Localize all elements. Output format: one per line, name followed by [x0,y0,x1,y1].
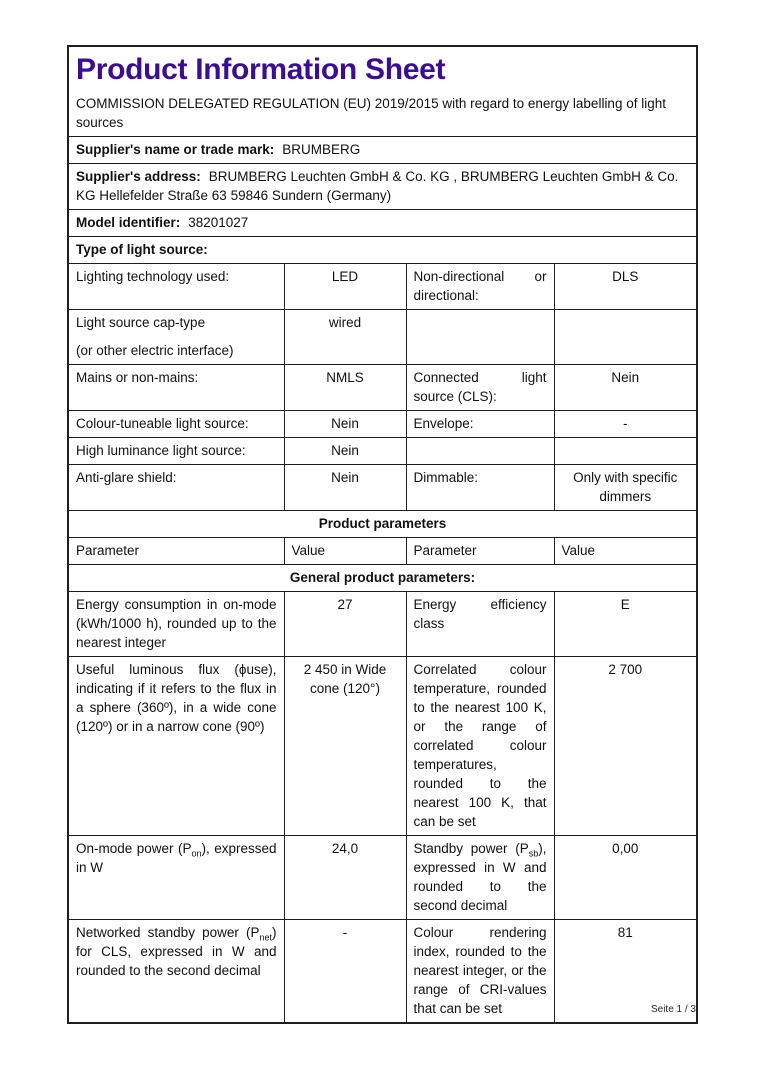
column-header: Value [554,538,697,565]
cap-type-line2: (or other electric interface) [76,343,234,358]
param-value-cell: DLS [554,264,697,310]
cap-type-line1: Light source cap-type [76,315,206,330]
param-value-cell: Nein [284,465,406,511]
supplier-address-cell [68,164,697,210]
param-value-cell [554,310,697,365]
general-parameters-heading-row [68,565,697,592]
param-value-cell: wired [284,310,406,365]
param-value-cell: NMLS [284,365,406,411]
param-label-cell: Energy efficiency class [406,592,554,657]
table-row [68,836,697,920]
param-label-cell: Energy consumption in on-mode (kWh/1000 h), rounded up to the nearest integer [68,592,284,657]
param-label-cell: Colour rendering index, rounded to the nearest integer, or the range of CRI-values that can be set [406,920,554,1024]
supplier-address-row [68,164,697,210]
param-value-cell: Nein [554,365,697,411]
model-identifier-cell [68,210,697,237]
param-value-cell: E [554,592,697,657]
supplier-address-value: BRUMBERG Leuchten GmbH & Co. KG , BRUMBERG Leuchten GmbH & Co. KG Hellefelder Straße 63 59846 Sundern (Germany) [76,169,679,203]
table-row [68,920,697,1024]
table-row [68,365,697,411]
type-of-light-source-heading: Type of light source: [68,237,697,264]
column-header: Value [284,538,406,565]
param-label-cell: Colour-tuneable light source: [68,411,284,438]
header-row [68,46,697,137]
param-value-cell: Nein [284,438,406,465]
param-value-cell: Only with specific dimmers [554,465,697,511]
supplier-name-label: Supplier's name or trade mark: [76,142,275,157]
param-label-cell: Networked standby power $(P_{net})$ for CLS, expressed in W and rounded to the second decimal [68,920,284,1024]
param-label-cell: Anti-glare shield: [68,465,284,511]
param-label-cell [68,310,284,365]
table-row [68,310,697,365]
param-label-cell: Dimmable: [406,465,554,511]
param-label-cell [406,438,554,465]
table-row [68,438,697,465]
param-value-cell [554,438,697,465]
param-label-cell: Connected light source (CLS): [406,365,554,411]
model-identifier-row [68,210,697,237]
table-row [68,264,697,310]
model-identifier-value: 38201027 [188,215,249,230]
param-value-cell: LED [284,264,406,310]
supplier-address-label: Supplier's address: [76,169,201,184]
param-value-cell: 24,0 [284,836,406,920]
model-identifier-label: Model identifier: [76,215,181,230]
page-title: Product Information Sheet [76,53,446,86]
supplier-name-row [68,137,697,164]
param-label-cell [406,310,554,365]
type-of-light-source-heading-row [68,237,697,264]
param-value-cell: Nein [284,411,406,438]
column-header: Parameter [406,538,554,565]
param-label-cell: Non-directional or directional: [406,264,554,310]
param-label-cell: On-mode power $(P_{on})$, expressed in W [68,836,284,920]
param-label-cell: Mains or non-mains: [68,365,284,411]
param-value-cell: - [284,920,406,1024]
product-parameters-heading: Product parameters [68,511,697,538]
supplier-name-cell [68,137,697,164]
param-label-cell: Lighting technology used: [68,264,284,310]
regulation-subtitle: COMMISSION DELEGATED REGULATION (EU) 2019/2015 with regard to energy labelling of light sources [76,96,666,130]
column-header: Parameter [68,538,284,565]
param-value-cell: 0,00 [554,836,697,920]
table-row [68,592,697,657]
page-number: Seite 1 / 3 [650,1004,696,1015]
table-row [68,657,697,836]
param-value-cell: - [554,411,697,438]
product-information-table [67,45,698,1024]
column-header-row [68,538,697,565]
table-row [68,465,697,511]
param-value-cell: 2 700 [554,657,697,836]
param-label-cell: Correlated colour temperature, rounded to the nearest 100 K, or the range of correlated colour temperatures, rounded to the nearest 100 K, that can be set [406,657,554,836]
param-label-cell: Useful luminous flux (ϕuse), indicating if it refers to the flux in a sphere (360º), in a wide cone (120º) or in a narrow cone (90º) [68,657,284,836]
param-value-cell: 27 [284,592,406,657]
param-value-cell: 81 [554,920,697,1024]
table-row [68,411,697,438]
param-label-cell: Standby power $(P_{sb})$, expressed in W and rounded to the second decimal [406,836,554,920]
param-label-cell: Envelope: [406,411,554,438]
param-label-cell: High luminance light source: [68,438,284,465]
product-parameters-heading-row [68,511,697,538]
general-parameters-heading: General product parameters: [68,565,697,592]
header-cell [68,46,697,137]
param-value-cell: 2 450 in Wide cone (120°) [284,657,406,836]
supplier-name-value: BRUMBERG [282,142,361,157]
